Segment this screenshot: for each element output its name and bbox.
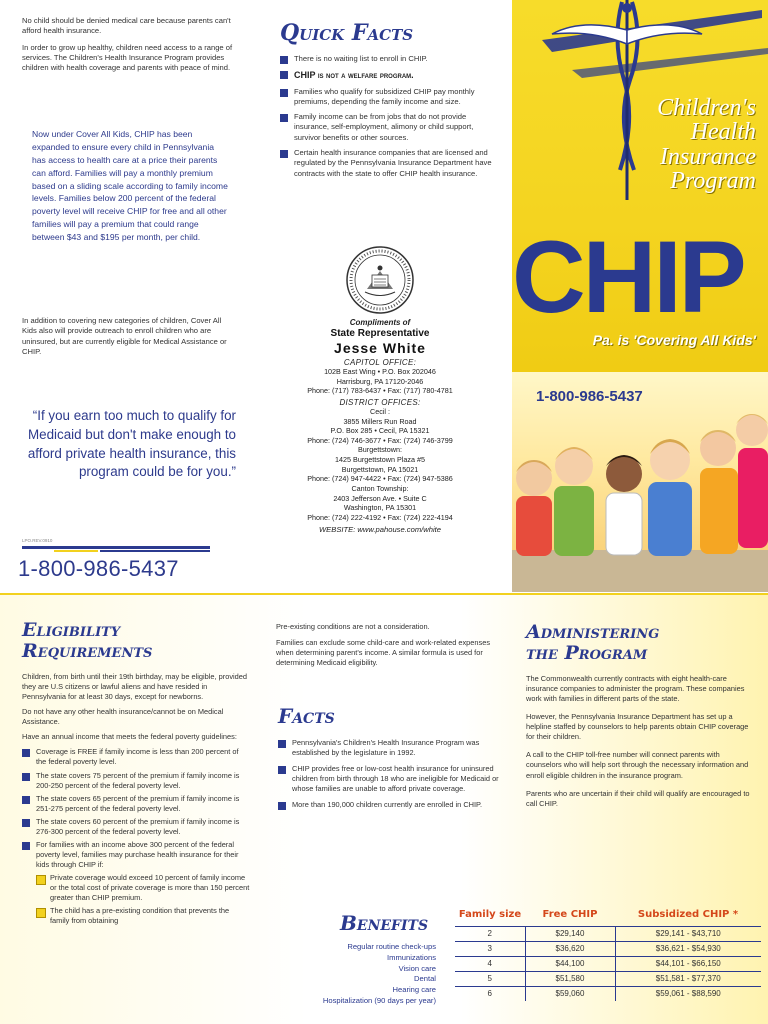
income-table xyxy=(455,908,761,1001)
subsidized-chip-cell: $29,141 - $43,710 xyxy=(615,926,761,941)
list-item: Families who qualify for subsidized CHIP pay monthly premiums, depending the family income and size. xyxy=(280,87,495,108)
subsidized-chip-cell: $36,621 - $54,930 xyxy=(615,941,761,956)
benefit-item: Immunizations xyxy=(387,952,436,962)
eligibility-title-line: Requirements xyxy=(22,640,153,663)
cover-title-line: Program xyxy=(670,168,756,195)
list-item: More than 190,000 children currently are enrolled in CHIP. xyxy=(278,800,500,810)
free-chip-cell: $36,620 xyxy=(525,941,615,956)
district-offices-heading: DISTRICT OFFICES: xyxy=(339,397,421,407)
address-line: Washington, PA 15301 xyxy=(343,503,417,513)
address-line: Phone: (724) 746-3677 • Fax: (724) 746-3799 xyxy=(307,435,453,445)
column-header-subsidized-chip: Subsidized CHIP * xyxy=(637,909,739,920)
administering-body xyxy=(526,674,752,817)
quick-facts-title: Quick Facts xyxy=(280,20,414,46)
column-header-free-chip: Free CHIP xyxy=(542,909,598,920)
benefit-item: Dental xyxy=(414,974,436,984)
benefits-title: Benefits xyxy=(340,911,429,935)
subsidized-chip-cell: $59,061 - $88,590 xyxy=(615,986,761,1001)
subsidized-chip-cell: $44,101 - $66,150 xyxy=(615,956,761,971)
eligibility-paragraph: Do not have any other health insurance/cannot be on Medical Assistance. xyxy=(22,707,224,727)
divider-yellow xyxy=(54,550,98,552)
facts-title: Facts xyxy=(278,704,335,728)
outreach-paragraph: In addition to covering new categories of children, Cover All Kids also will provide outreach to enroll children who are uninsured, but are currently eligible for Medical Assistance or CHIP. xyxy=(22,316,227,356)
administering-title-line: the Program xyxy=(526,642,648,665)
address-line: 2403 Jefferson Ave. • Suite C xyxy=(333,493,427,503)
free-chip-cell: $44,100 xyxy=(525,956,615,971)
covering-all-kids-tagline: Pa. is 'Covering All Kids' xyxy=(592,332,756,348)
list-item: Family income can be from jobs that do not provide insurance, self-employment, alimony or child support, survivor benefits or other sources. xyxy=(280,112,495,143)
cover-phone-number: 1-800-986-5437 xyxy=(536,388,643,405)
facts-list xyxy=(278,738,500,816)
cover-all-kids-text: Now under Cover All Kids, CHIP has been expanded to ensure every child in Pennsylvania has access to health care at a price their parents can afford. Families will pay a monthly premium based on a sliding scale according to family income levels. Families below 200 percent of the federal poverty level will receive CHIP for free and all other families will pay a premium that could range between $43 and $195 per month, per child. xyxy=(32,129,228,243)
rep-title: State Representative xyxy=(330,328,430,339)
form-code: LPO.REV.0910 xyxy=(22,538,53,543)
family-size-cell: 2 xyxy=(455,926,525,941)
address-line: Phone: (724) 947-4422 • Fax: (724) 947-5386 xyxy=(307,474,453,484)
list-item: Pennsylvania's Children's Health Insurance Program was established by the legislature in 1992. xyxy=(278,738,500,758)
eligibility-body xyxy=(22,672,250,929)
address-line: Cecil : xyxy=(370,406,390,416)
divider-blue-2 xyxy=(100,550,210,552)
quick-facts-list xyxy=(280,54,495,184)
benefit-item: Hospitalization (90 days per year) xyxy=(322,995,436,1005)
administering-title-line: Administering xyxy=(526,621,660,643)
list-item: Private coverage would exceed 10 percent of family income or the total cost of private coverage is more than 150 percent greater than CHIP premium. xyxy=(36,873,250,903)
eligibility-paragraph: Children, from birth until their 19th birthday, may be eligible, provided they are U.S citizens or lawful aliens and have resided in Pennsylvania for at least 30 days, except for newborns. xyxy=(22,672,247,702)
cover-title xyxy=(512,96,756,194)
eligibility-paragraph: Have an annual income that meets the federal poverty guidelines: xyxy=(22,732,237,742)
list-item: CHIP provides free or low-cost health insurance for uninsured children from birth through 18 who are ineligible for Medicaid or whose families are unable to afford private coverage. xyxy=(278,764,500,794)
eligibility-title xyxy=(22,620,152,663)
table-row xyxy=(455,926,761,941)
contact-block xyxy=(255,318,505,534)
cover-title-line: Health xyxy=(690,119,756,146)
list-item: There is no waiting list to enroll in CHIP. xyxy=(280,54,495,64)
address-line: Harrisburg, PA 17120-2046 xyxy=(336,376,424,386)
pull-quote: “If you earn too much to qualify for Medicaid but don't make enough to afford private health insurance, this program could be for you.” xyxy=(27,408,236,480)
benefits-list xyxy=(258,942,436,1007)
cover-all-kids-block xyxy=(32,128,228,250)
website-link[interactable]: WEBSITE: www.pahouse.com/white xyxy=(319,524,441,534)
column-header-family-size: Family size xyxy=(458,909,522,920)
eligibility-sublist xyxy=(22,873,250,926)
address-line: Phone: (724) 222-4192 • Fax: (724) 222-4194 xyxy=(307,512,453,522)
benefit-item: Vision care xyxy=(398,963,436,973)
address-line: P.O. Box 285 • Cecil, PA 15321 xyxy=(330,426,430,436)
eligibility-title-line: Eligibility xyxy=(22,619,121,641)
list-item: The child has a pre-existing condition that prevents the family from obtaining xyxy=(36,906,250,926)
free-chip-cell: $29,140 xyxy=(525,926,615,941)
list-item: Coverage is FREE if family income is less than 200 percent of the federal poverty level. xyxy=(22,747,250,767)
intro-paragraph-2: In order to grow up healthy, children need access to a range of services. The Children's Health Insurance Program provides children with health coverage and parents with peace of mind. xyxy=(22,42,233,73)
free-chip-cell: $59,060 xyxy=(525,986,615,1001)
administering-paragraph: A call to the CHIP toll-free number will connect parents with counselors who will help sort through the necessary information and enroll eligible children in the insurance program. xyxy=(526,750,749,780)
list-item: CHIP is not a welfare program. xyxy=(280,69,495,81)
cover-panel xyxy=(512,0,768,592)
intro-text xyxy=(22,16,236,80)
address-line: 102B East Wing • P.O. Box 202046 xyxy=(324,367,436,376)
table-row xyxy=(455,971,761,986)
chip-logo-text: CHIP xyxy=(512,220,744,334)
cover-title-line: Children's xyxy=(657,95,756,121)
benefit-item: Hearing care xyxy=(392,985,436,995)
children-photo xyxy=(512,400,768,592)
table-header-row xyxy=(455,908,761,926)
list-item: Certain health insurance companies that are licensed and regulated by the Pennsylvania Insurance Department have contracts with the state to offer CHIP health insurance. xyxy=(280,148,495,179)
benefit-item: Regular routine check-ups xyxy=(347,942,436,951)
phone-number: 1-800-986-5437 xyxy=(18,556,179,581)
preexisting-paragraph: Pre-existing conditions are not a consideration. xyxy=(276,622,430,631)
intro-paragraph-1: No child should be denied medical care because parents can't afford health insurance. xyxy=(22,16,231,36)
preexisting-text xyxy=(276,622,500,674)
administering-paragraph: The Commonwealth currently contracts with eight health-care insurance companies to administer the program. These companies work with families in different parts of the state. xyxy=(526,674,745,704)
divider-blue xyxy=(22,546,210,549)
address-line: Canton Township: xyxy=(351,484,409,494)
capitol-office-heading: CAPITOL OFFICE: xyxy=(343,358,417,367)
table-row xyxy=(455,941,761,956)
family-size-cell: 4 xyxy=(455,956,525,971)
compliments-label: Compliments of xyxy=(349,318,411,327)
address-line: Phone: (717) 783-6437 • Fax: (717) 780-4781 xyxy=(307,386,453,396)
outreach-text xyxy=(22,316,236,363)
income-exclusion-paragraph: Families can exclude some child-care and work-related expenses when determining parent's income. A similar formula is used for determining Medicaid eligibility. xyxy=(276,638,491,668)
fold-divider xyxy=(0,593,768,595)
address-line: 1425 Burgettstown Plaza #5 xyxy=(335,455,425,465)
free-chip-cell: $51,580 xyxy=(525,971,615,986)
list-item: The state covers 75 percent of the premium if family income is 200-250 percent of the federal poverty level. xyxy=(22,771,250,791)
rep-name: Jesse White xyxy=(334,340,426,356)
address-line: Burgettstown: xyxy=(358,445,402,455)
family-size-cell: 6 xyxy=(455,986,525,1001)
list-item: The state covers 60 percent of the premium if family income is 276-300 percent of the federal poverty level. xyxy=(22,817,250,837)
family-size-cell: 3 xyxy=(455,941,525,956)
cover-title-line: Insurance xyxy=(660,143,756,170)
administering-title xyxy=(526,622,659,665)
family-size-cell: 5 xyxy=(455,971,525,986)
eligibility-list xyxy=(22,747,250,870)
address-line: 3855 Millers Run Road xyxy=(343,416,417,426)
table-row xyxy=(455,956,761,971)
house-seal-icon xyxy=(345,245,415,315)
table-row xyxy=(455,986,761,1001)
list-item: For families with an income above 300 percent of the federal poverty level, families may purchase health insurance for their kids through CHIP if: xyxy=(22,840,250,870)
subsidized-chip-cell: $51,581 - $77,370 xyxy=(615,971,761,986)
list-item: The state covers 65 percent of the premium if family income is 251-275 percent of the federal poverty level. xyxy=(22,794,250,814)
administering-paragraph: However, the Pennsylvania Insurance Department has set up a helpline staffed by counselors to help parents obtain CHIP coverage for their children. xyxy=(526,712,749,742)
address-line: Burgettstown, PA 15021 xyxy=(341,464,419,474)
administering-paragraph: Parents who are uncertain if their child will qualify are encouraged to call CHIP. xyxy=(526,788,750,808)
